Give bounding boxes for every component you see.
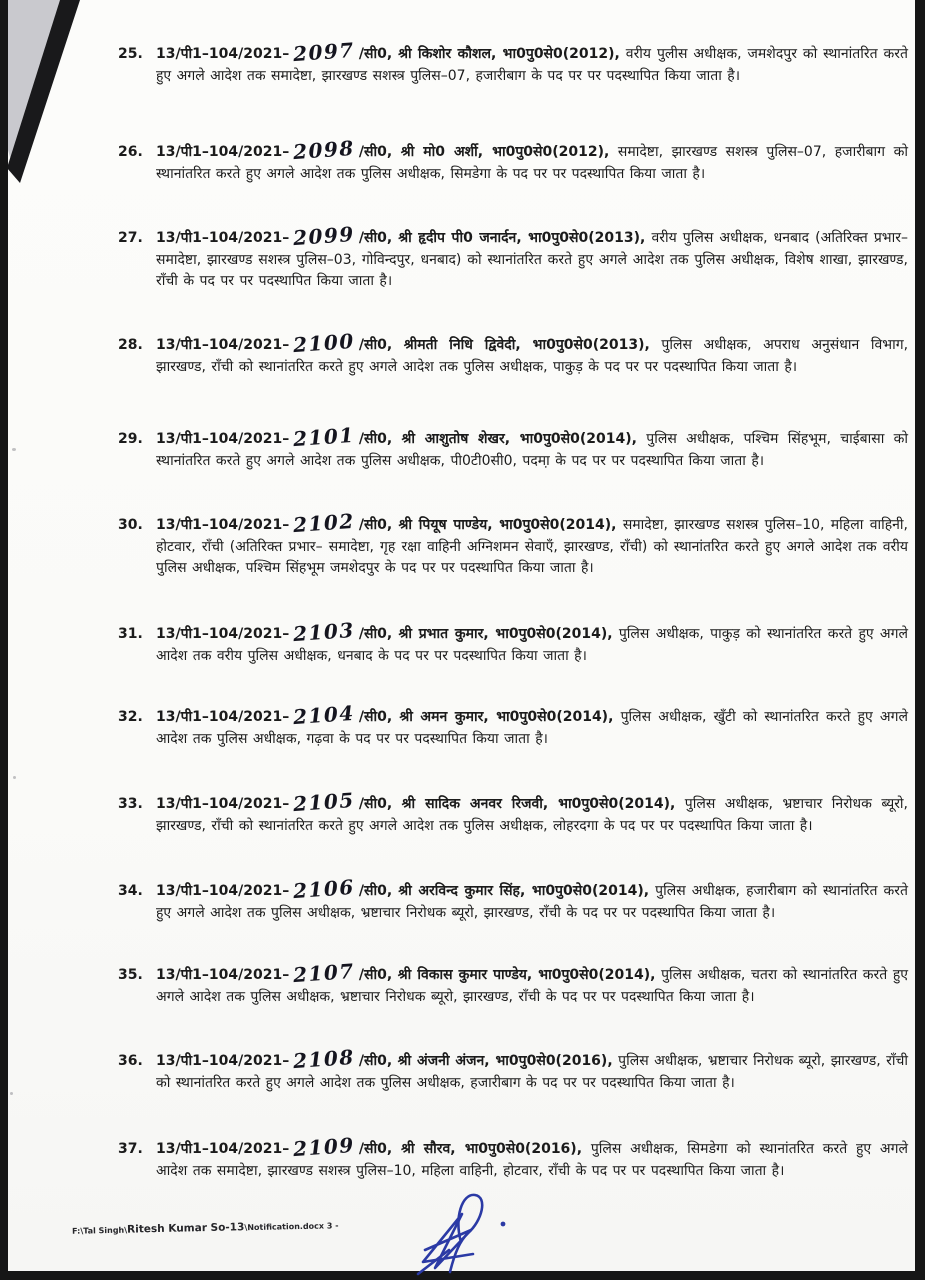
transfer-details-text: पुलिस अधीक्षक, भ्रष्टाचार निरोधक ब्यूरो, झारखण्ड, राँची को स्थानांतरित करते हुए अगले आदेश तक पुलिस अधीक्षक, हजारीबाग के पद पर पर पदस्थापित किया जाता है। xyxy=(156,1053,909,1091)
transfer-order-item xyxy=(118,787,909,837)
transfer-order-item xyxy=(118,221,909,293)
officer-name-and-cadre: श्री आशुतोष शेखर, भा0पु0से0(2014), xyxy=(401,431,637,447)
handwritten-dispatch-number: 2108 xyxy=(292,1044,356,1074)
transfer-details-text: पुलिस अधीक्षक, भ्रष्टाचार निरोधक ब्यूरो, झारखण्ड, राँची को स्थानांतरित करते हुए अगले आदेश तक पुलिस अधीक्षक, लोहरदगा के पद पर पर पदस्थापित किया जाता है। xyxy=(156,796,909,834)
ink-dot xyxy=(501,1222,506,1227)
officer-name-and-cadre: श्री अंजनी अंजन, भा0पु0से0(2016), xyxy=(397,1053,613,1069)
transfer-details-text: समादेष्टा, झारखण्ड सशस्त्र पुलिस–10, महिला वाहिनी, होटवार, राँची (अतिरिक्त प्रभार– समादेष्टा, गृह रक्षा वाहिनी अग्निशमन सेवाएँ, झारखण्ड, राँची) को स्थानांतरित करते हुए अगले आदेश तक वरीय पुलिस अधीक्षक, पश्चिम सिंहभूम जमशेदपुर के पद पर पर पदस्थापित किया जाता है। xyxy=(156,517,909,576)
order-reference-suffix: /सी0, xyxy=(358,144,393,160)
item-text xyxy=(156,135,908,185)
item-serial-number: 26. xyxy=(118,144,143,160)
order-reference-number: 13/पी1–104/2021– xyxy=(156,144,290,160)
officer-name-and-cadre: श्री किशोर कौशल, भा0पु0से0(2012), xyxy=(398,46,620,62)
order-reference-number: 13/पी1–104/2021– xyxy=(156,709,290,725)
item-serial-number: 25. xyxy=(118,46,143,62)
item-text xyxy=(156,874,908,924)
transfer-details-text: वरीय पुलीस अधीक्षक, जमशेदपुर को स्थानांतरित करते हुए अगले आदेश तक समादेष्टा, झारखण्ड सशस्त्र पुलिस–07, हजारीबाग के पद पर पर पदस्थापित किया जाता है। xyxy=(156,46,908,84)
order-reference-number: 13/पी1–104/2021– xyxy=(156,883,290,899)
item-serial-number: 35. xyxy=(118,967,143,983)
transfer-order-item xyxy=(118,1132,908,1182)
transfer-details-text: पुलिस अधीक्षक, अपराध अनुसंधान विभाग, झारखण्ड, राँची को स्थानांतरित करते हुए अगले आदेश तक पुलिस अधीक्षक, पाकुड़ के पद पर पर पदस्थापित किया जाता है। xyxy=(156,337,909,375)
item-text xyxy=(156,37,908,87)
item-text xyxy=(156,422,909,472)
scan-corner-fold xyxy=(0,0,100,185)
scan-edge-right xyxy=(915,0,925,1280)
order-reference-suffix: /सी0, xyxy=(358,1141,393,1157)
item-serial-number: 34. xyxy=(118,883,143,899)
officer-name-and-cadre: श्री प्रभात कुमार, भा0पु0से0(2014), xyxy=(398,626,613,642)
handwritten-dispatch-number: 2100 xyxy=(292,328,356,358)
transfer-details-text: पुलिस अधीक्षक, हजारीबाग को स्थानांतरित करते हुए अगले आदेश तक पुलिस अधीक्षक, भ्रष्टाचार निरोधक ब्यूरो, झारखण्ड, राँची के पद पर पर पदस्थापित किया जाता है। xyxy=(156,883,908,921)
officer-name-and-cadre: श्री पियूष पाण्डेय, भा0पु0से0(2014), xyxy=(398,517,617,533)
item-serial-number: 33. xyxy=(118,796,143,812)
transfer-order-item xyxy=(118,422,909,472)
item-serial-number: 28. xyxy=(118,337,143,353)
officer-name-and-cadre: श्री सादिक अनवर रिजवी, भा0पु0से0(2014), xyxy=(401,796,676,812)
transfer-order-list xyxy=(118,0,908,1280)
transfer-order-item xyxy=(118,135,908,185)
transfer-details-text: पुलिस अधीक्षक, चतरा को स्थानांतरित करते हुए अगले आदेश तक पुलिस अधीक्षक, भ्रष्टाचार निरोधक ब्यूरो, झारखण्ड, राँची के पद पर पर पदस्थापित किया जाता है। xyxy=(156,967,909,1005)
order-reference-number: 13/पी1–104/2021– xyxy=(156,626,290,642)
order-reference-suffix: /सी0, xyxy=(358,626,393,642)
item-text xyxy=(156,508,909,580)
item-serial-number: 31. xyxy=(118,626,143,642)
file-path-suffix: \Notification.docx 3 - xyxy=(244,1221,339,1233)
item-text xyxy=(156,1132,908,1182)
handwritten-dispatch-number: 2107 xyxy=(292,958,356,988)
transfer-order-item xyxy=(118,700,908,750)
transfer-order-item xyxy=(118,1044,909,1094)
scan-edge-left xyxy=(0,0,8,1280)
order-reference-number: 13/पी1–104/2021– xyxy=(156,230,290,246)
handwritten-dispatch-number: 2106 xyxy=(292,874,356,904)
item-serial-number: 32. xyxy=(118,709,143,725)
transfer-details-text: वरीय पुलिस अधीक्षक, धनबाद (अतिरिक्त प्रभार– समादेष्टा, झारखण्ड सशस्त्र पुलिस–03, गोविन्दपुर, धनबाद) को स्थानांतरित करते हुए अगले आदेश तक पुलिस अधीक्षक, विशेष शाखा, झारखण्ड, राँची के पद पर पर पदस्थापित किया जाता है। xyxy=(156,230,909,289)
scan-smudge xyxy=(13,776,16,779)
transfer-details-text: पुलिस अधीक्षक, सिमडेगा को स्थानांतरित करते हुए अगले आदेश तक समादेष्टा, झारखण्ड सशस्त्र पुलिस–10, महिला वाहिनी, होटवार, राँची के पद पर पर पदस्थापित किया जाता है। xyxy=(156,1141,908,1179)
order-reference-suffix: /सी0, xyxy=(358,46,393,62)
officer-name-and-cadre: श्री विकास कुमार पाण्डेय, भा0पु0से0(2014), xyxy=(397,967,656,983)
item-text xyxy=(156,617,908,667)
order-reference-number: 13/पी1–104/2021– xyxy=(156,431,290,447)
handwritten-dispatch-number: 2105 xyxy=(292,787,356,817)
item-serial-number: 29. xyxy=(118,431,143,447)
item-text xyxy=(156,958,909,1008)
officer-name-and-cadre: श्री हृदीप पी0 जनार्दन, भा0पु0से0(2013), xyxy=(398,230,646,246)
handwritten-dispatch-number: 2097 xyxy=(292,37,356,67)
file-path-prefix: F:\Tal Singh\ xyxy=(71,1225,128,1236)
order-reference-suffix: /सी0, xyxy=(358,967,393,983)
order-reference-number: 13/पी1–104/2021– xyxy=(156,967,290,983)
transfer-order-item xyxy=(118,958,909,1008)
transfer-order-item xyxy=(118,328,909,378)
transfer-details-text: समादेष्टा, झारखण्ड सशस्त्र पुलिस–07, हजारीबाग को स्थानांतरित करते हुए अगले आदेश तक पुलिस अधीक्षक, सिमडेगा के पद पर पर पदस्थापित किया जाता है। xyxy=(156,144,908,182)
item-serial-number: 37. xyxy=(118,1141,143,1157)
order-reference-suffix: /सी0, xyxy=(358,431,393,447)
item-text xyxy=(156,787,909,837)
order-reference-number: 13/पी1–104/2021– xyxy=(156,337,290,353)
order-reference-suffix: /सी0, xyxy=(358,517,393,533)
order-reference-suffix: /सी0, xyxy=(358,883,393,899)
transfer-order-item xyxy=(118,617,908,667)
order-reference-suffix: /सी0, xyxy=(358,337,393,353)
handwritten-dispatch-number: 2109 xyxy=(292,1132,356,1162)
order-reference-suffix: /सी0, xyxy=(358,230,393,246)
officer-name-and-cadre: श्री मो0 अर्शी, भा0पु0से0(2012), xyxy=(400,144,610,160)
order-reference-suffix: /सी0, xyxy=(358,1053,393,1069)
order-reference-number: 13/पी1–104/2021– xyxy=(156,1141,290,1157)
handwritten-dispatch-number: 2101 xyxy=(292,422,356,452)
handwritten-dispatch-number: 2102 xyxy=(292,508,356,538)
transfer-details-text: पुलिस अधीक्षक, खुँटी को स्थानांतरित करते हुए अगले आदेश तक पुलिस अधीक्षक, गढ़वा के पद पर पर पदस्थापित किया जाता है। xyxy=(156,709,908,747)
item-text xyxy=(156,1044,909,1094)
handwritten-dispatch-number: 2103 xyxy=(292,617,356,647)
handwritten-dispatch-number: 2099 xyxy=(292,221,356,251)
item-serial-number: 30. xyxy=(118,517,143,533)
signature-scribble xyxy=(415,1188,520,1280)
scan-smudge xyxy=(12,448,16,451)
order-reference-suffix: /सी0, xyxy=(358,796,393,812)
officer-name-and-cadre: श्री अमन कुमार, भा0पु0से0(2014), xyxy=(399,709,614,725)
scan-smudge xyxy=(10,1092,13,1095)
item-text xyxy=(156,328,909,378)
order-reference-number: 13/पी1–104/2021– xyxy=(156,1053,290,1069)
handwritten-dispatch-number: 2098 xyxy=(292,135,356,165)
order-reference-number: 13/पी1–104/2021– xyxy=(156,796,290,812)
officer-name-and-cadre: श्री अरविन्द कुमार सिंह, भा0पु0से0(2014), xyxy=(398,883,650,899)
order-reference-number: 13/पी1–104/2021– xyxy=(156,46,290,62)
item-serial-number: 36. xyxy=(118,1053,143,1069)
order-reference-number: 13/पी1–104/2021– xyxy=(156,517,290,533)
item-text xyxy=(156,700,908,750)
item-text xyxy=(156,221,909,293)
transfer-details-text: पुलिस अधीक्षक, पाकुड़ को स्थानांतरित करते हुए अगले आदेश तक वरीय पुलिस अधीक्षक, धनबाद के पद पर पर पदस्थापित किया जाता है। xyxy=(156,626,908,664)
officer-name-and-cadre: श्री सौरव, भा0पु0से0(2016), xyxy=(400,1141,583,1157)
transfer-details-text: पुलिस अधीक्षक, पश्चिम सिंहभूम, चाईबासा को स्थानांतरित करते हुए अगले आदेश तक पुलिस अधीक्षक, पी0टी0सी0, पदमा़ के पद पर पर पदस्थापित किया जाता है। xyxy=(156,431,909,469)
order-reference-suffix: /सी0, xyxy=(358,709,393,725)
handwritten-dispatch-number: 2104 xyxy=(292,700,356,730)
transfer-order-item xyxy=(118,508,909,580)
transfer-order-item xyxy=(118,37,908,87)
transfer-order-item xyxy=(118,874,908,924)
file-path-name: Ritesh Kumar So-13 xyxy=(126,1221,245,1236)
item-serial-number: 27. xyxy=(118,230,143,246)
officer-name-and-cadre: श्रीमती निधि द्विवेदी, भा0पु0से0(2013), xyxy=(403,337,650,353)
